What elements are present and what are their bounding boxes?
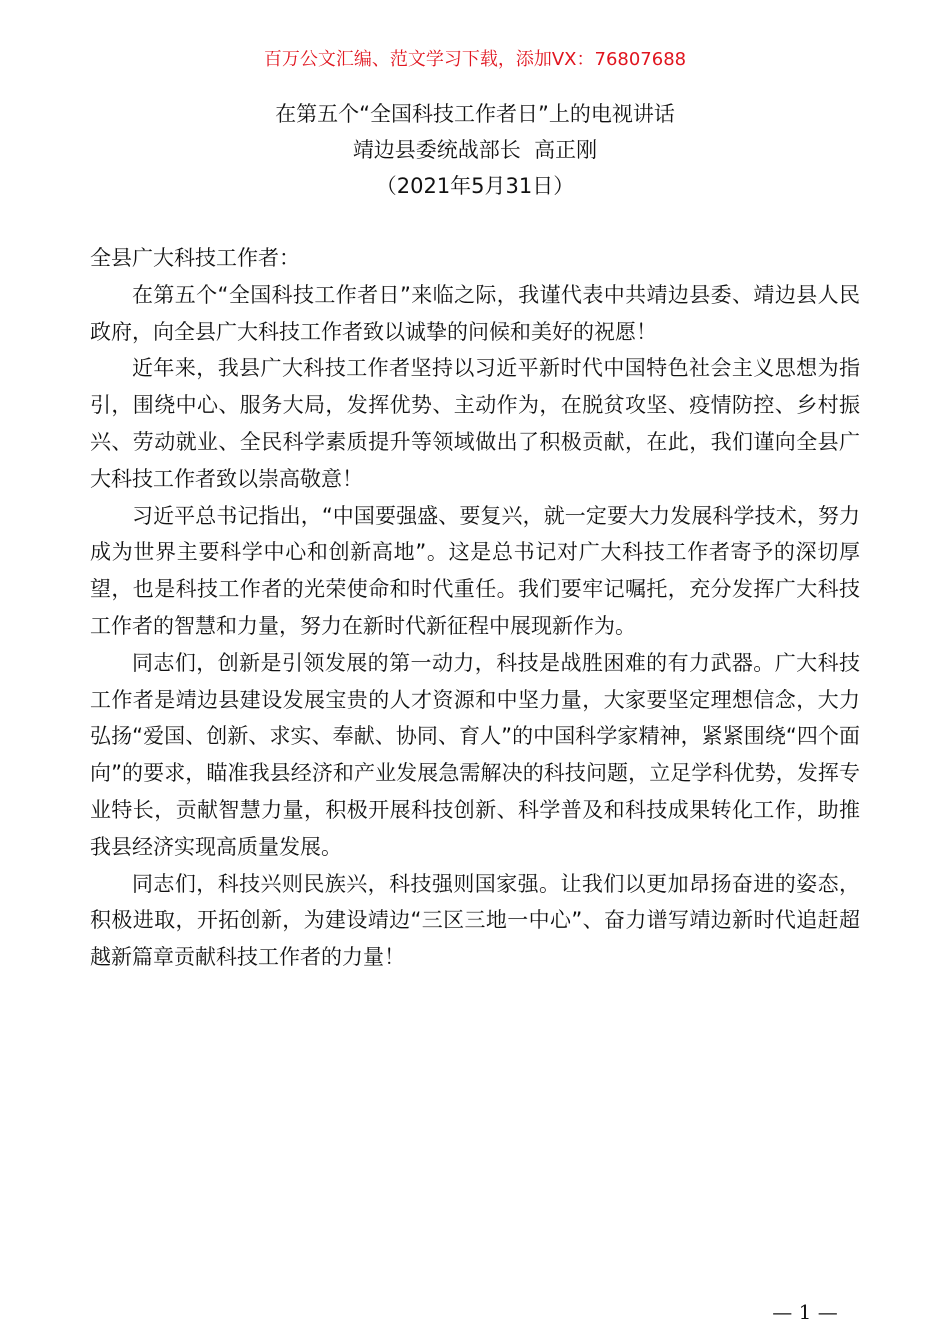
speech-title: 在第五个“全国科技工作者日”上的电视讲话 xyxy=(275,102,675,126)
salutation: 全县广大科技工作者： xyxy=(90,246,300,270)
speech-body xyxy=(90,240,860,976)
title-block xyxy=(0,96,950,204)
paragraph: 同志们，科技兴则民族兴，科技强则国家强。让我们以更加昂扬奋进的姿态，积极进取，开拓创新，为建设靖边“三区三地一中心”、奋力谱写靖边新时代追赶超越新篇章贡献科技工作者的力量！ xyxy=(90,871,860,970)
page-number: — 1 — xyxy=(772,1300,838,1324)
paragraph: 习近平总书记指出，“中国要强盛、要复兴，就一定要大力发展科学技术，努力成为世界主要科学中心和创新高地”。这是总书记对广大科技工作者寄予的深切厚望，也是科技工作者的光荣使命和时代重任。我们要牢记嘱托，充分发挥广大科技工作者的智慧和力量，努力在新时代新征程中展现新作为。 xyxy=(90,503,860,638)
header-banner: 百万公文汇编、范文学习下载，添加VX：76807688 xyxy=(263,49,687,70)
paragraph: 在第五个“全国科技工作者日”来临之际，我谨代表中共靖边县委、靖边县人民政府，向全县广大科技工作者致以诚挚的问候和美好的祝愿！ xyxy=(90,282,860,344)
paragraph: 近年来，我县广大科技工作者坚持以习近平新时代中国特色社会主义思想为指引，围绕中心、服务大局，发挥优势、主动作为，在脱贫攻坚、疫情防控、乡村振兴、劳动就业、全民科学素质提升等领域做出了积极贡献，在此，我们谨向全县广大科技工作者致以崇高敬意！ xyxy=(90,356,860,491)
paragraph: 同志们，创新是引领发展的第一动力，科技是战胜困难的有力武器。广大科技工作者是靖边县建设发展宝贵的人才资源和中坚力量，大家要坚定理想信念，大力弘扬“爱国、创新、求实、奉献、协同、育人”的中国科学家精神，紧紧围绕“四个面向”的要求，瞄准我县经济和产业发展急需解决的科技问题，立足学科优势，发挥专业特长，贡献智慧力量，积极开展科技创新、科学普及和科技成果转化工作，助推我县经济实现高质量发展。 xyxy=(90,650,860,859)
speech-author: 靖边县委统战部长 高正刚 xyxy=(352,138,598,162)
speech-date: （2021年5月31日） xyxy=(375,174,575,198)
